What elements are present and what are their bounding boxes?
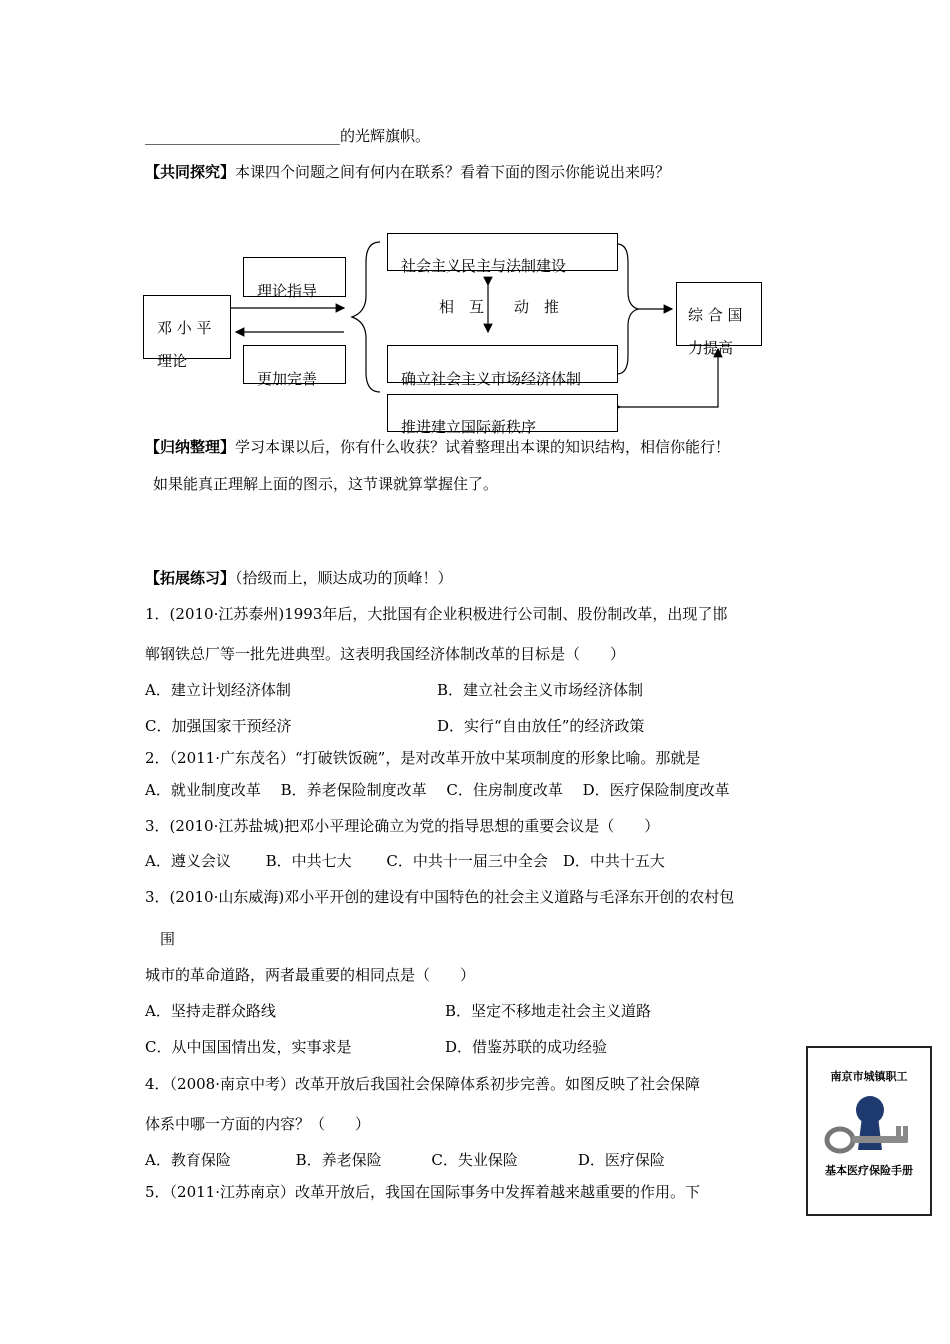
q4-options: A．教育保险 B．养老保险 C．失业保险 D．医疗保险 xyxy=(145,1151,665,1169)
q3b-stem-line2: 围 xyxy=(160,930,176,948)
democracy-label: 社会主义民主与法制建设 xyxy=(401,257,567,275)
q5-stem-line1: 5．（2011·江苏南京）改革开放后，我国在国际事务中发挥着越来越重要的作用。下 xyxy=(145,1183,700,1201)
q3b-option-d: D．借鉴苏联的成功经验 xyxy=(445,1038,608,1056)
insurance-booklet-image xyxy=(806,1046,932,1216)
summary-text: 学习本课以后，你有什么收获？试着整理出本课的知识结构，相信你能行！ xyxy=(235,438,731,456)
q1-option-d: D．实行“自由放任”的经济政策 xyxy=(437,717,645,735)
explore-text: 本课四个问题之间有何内在联系？看着下面的图示你能说出来吗？ xyxy=(235,163,671,181)
market-label: 确立社会主义市场经济体制 xyxy=(401,370,582,388)
right-brace xyxy=(617,244,638,374)
q3b-option-b: B．坚定不移地走社会主义道路 xyxy=(445,1002,652,1020)
q1-option-c: C．加强国家干预经济 xyxy=(145,717,292,735)
summary-line2: 如果能真正理解上面的图示，这节课就算掌握住了。 xyxy=(153,475,499,493)
q1-option-b: B．建立社会主义市场经济体制 xyxy=(437,681,644,699)
perfect-label: 更加完善 xyxy=(257,370,318,388)
q3-options: A．遵义会议 B．中共七大 C．中共十一届三中全会 D．中共十五大 xyxy=(145,852,665,870)
fill-text: 的光辉旗帜。 xyxy=(340,127,431,145)
deng-label-2: 理论 xyxy=(157,352,188,370)
order-label: 推进建立国际新秩序 xyxy=(401,418,537,436)
practice-label: 【拓展练习】 xyxy=(145,569,236,587)
q3b-stem-line3: 城市的革命道路，两者最重要的相同点是（ ） xyxy=(145,966,476,984)
guide-label: 理论指导 xyxy=(257,282,318,300)
explore-label: 【共同探究】 xyxy=(145,163,236,181)
summary-heading xyxy=(145,440,730,455)
left-brace xyxy=(352,242,380,392)
q3b-stem-line1: 3．(2010·山东威海)邓小平开创的建设有中国特色的社会主义道路与毛泽东开创的农村包 xyxy=(145,888,735,906)
q4-stem-line2: 体系中哪一方面的内容？（ ） xyxy=(145,1115,371,1133)
q2-options: A．就业制度改革 B．养老保险制度改革 C．住房制度改革 D．医疗保险制度改革 xyxy=(145,781,730,799)
q3b-option-a: A．坚持走群众路线 xyxy=(145,1002,276,1020)
power-label-1: 综 合 国 xyxy=(688,306,743,324)
mutual-label: 相 互 动 推 xyxy=(439,298,560,316)
summary-label: 【归纳整理】 xyxy=(145,438,236,456)
q1-option-a: A．建立计划经济体制 xyxy=(145,681,291,699)
q1-stem-line2: 郸钢铁总厂等一批先进典型。这表明我国经济体制改革的目标是（ ） xyxy=(145,645,626,663)
fill-blank: __________________________ xyxy=(145,127,340,145)
practice-text: （拾级而上，顺达成功的顶峰！） xyxy=(235,569,453,587)
booklet-title-bottom: 基本医疗保险手册 xyxy=(825,1164,913,1177)
booklet-title-top: 南京市城镇职工 xyxy=(830,1070,908,1083)
practice-heading xyxy=(145,571,453,586)
q4-stem-line1: 4．（2008·南京中考）改革开放后我国社会保障体系初步完善。如图反映了社会保障 xyxy=(145,1075,700,1093)
q1-stem-line1: 1．(2010·江苏泰州)1993年后，大批国有企业积极进行公司制、股份制改革，出现了邯 xyxy=(145,605,728,623)
power-label-2: 力提高 xyxy=(688,339,734,357)
q2-stem: 2．（2011·广东茂名）“打破铁饭碗”，是对改革开放中某项制度的形象比喻。那就是 xyxy=(145,749,701,767)
deng-label-1: 邓 小 平 xyxy=(157,319,212,337)
q3b-option-c: C．从中国国情出发，实事求是 xyxy=(145,1038,352,1056)
q3-stem: 3．(2010·江苏盐城)把邓小平理论确立为党的指导思想的重要会议是（ ） xyxy=(145,817,660,835)
